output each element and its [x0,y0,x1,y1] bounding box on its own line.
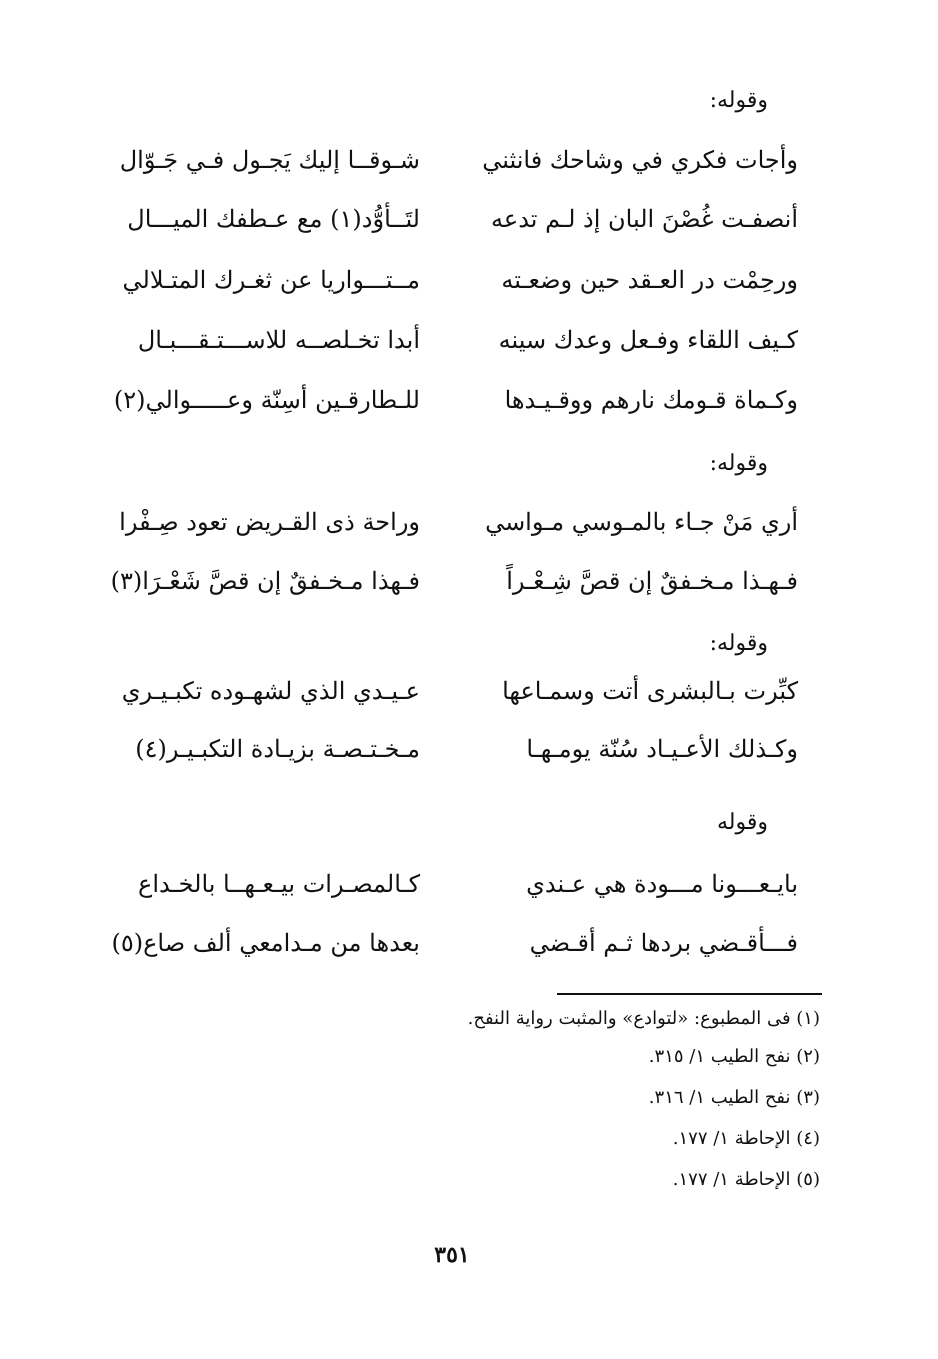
verse-first-hemistich: ورحِمْت در العـقد حين وضعـته [501,266,798,294]
verse-first-hemistich: وأجات فكري في وشاحك فانثني [482,146,798,174]
footnote: (٣) نفح الطيب ١/ ٣١٦. [648,1087,820,1108]
verse-second-hemistich: كـالمصـرات بيـعـهــا بالخـداع [138,870,420,898]
verse-first-hemistich: كـيف اللقاء وفـعل وعدك سينه [498,326,798,354]
section-heading: وقوله: [709,451,768,476]
verse-first-hemistich: فـــأقـضي بردها ثـم أقـضي [529,929,798,957]
verse-second-hemistich: للـطارقـين أسِنّة وعـــــوالي(٢) [113,386,420,414]
verse-first-hemistich: بايـعـــونا مـــودة هي عـندي [526,870,798,898]
verse-second-hemistich: مــتـــواريا عن ثغـرك المتـلالي [122,266,420,294]
footnote: (١) فى المطبوع: «لتوادع» والمثبت رواية النفح. [467,1008,820,1029]
verse-second-hemistich: فـهذا مـخـفقٌ إن قصَّ شَعْـرَا(٣) [110,567,420,595]
verse-first-hemistich: فـهـذا مـخـفقٌ إن قصَّ شِـعْـراً [506,567,798,595]
section-heading: وقوله [716,810,768,835]
footnote: (٤) الإحاطة ١/ ١٧٧. [672,1128,820,1149]
page-number: ٣٥١ [434,1242,470,1268]
footnote: (٥) الإحاطة ١/ ١٧٧. [672,1169,820,1190]
footnote-divider [557,993,822,995]
section-heading: وقوله: [709,88,768,113]
verse-first-hemistich: أري مَنْ جـاء بالمـوسي مـواسي [485,508,798,536]
verse-second-hemistich: أبدا تخـلصــه للاســـتـقـــبـال [137,326,420,354]
verse-second-hemistich: عـيـدي الذي لشهـوده تكبـيـري [121,677,420,705]
verse-second-hemistich: وراحة ذى القـريض تعود صِـفْرا [119,508,420,536]
section-heading: وقوله: [709,631,768,656]
verse-first-hemistich: أنصفـت غُصْنَ البان إذ لـم تدعه [491,205,798,233]
verse-first-hemistich: وكـذلك الأعـيـاد سُنّة يومـهـا [526,735,798,763]
verse-first-hemistich: وكـماة قـومك نارهم ووقـيـدها [504,386,798,414]
verse-second-hemistich: مـخـتـصـة بزيـادة التكبـيـر(٤) [135,735,420,763]
verse-second-hemistich: شـوقــا إليك يَجـول فـي جَـوّال [119,146,420,174]
verse-second-hemistich: بعدها من مـدامعي ألف صاع(٥) [111,929,420,957]
footnote: (٢) نفح الطيب ١/ ٣١٥. [648,1046,820,1067]
verse-first-hemistich: كبِّرت بـالبشرى أتت وسمـاعها [502,677,798,705]
verse-second-hemistich: لتَــأوُّد(١) مع عـطفك الميـــال [127,205,420,233]
